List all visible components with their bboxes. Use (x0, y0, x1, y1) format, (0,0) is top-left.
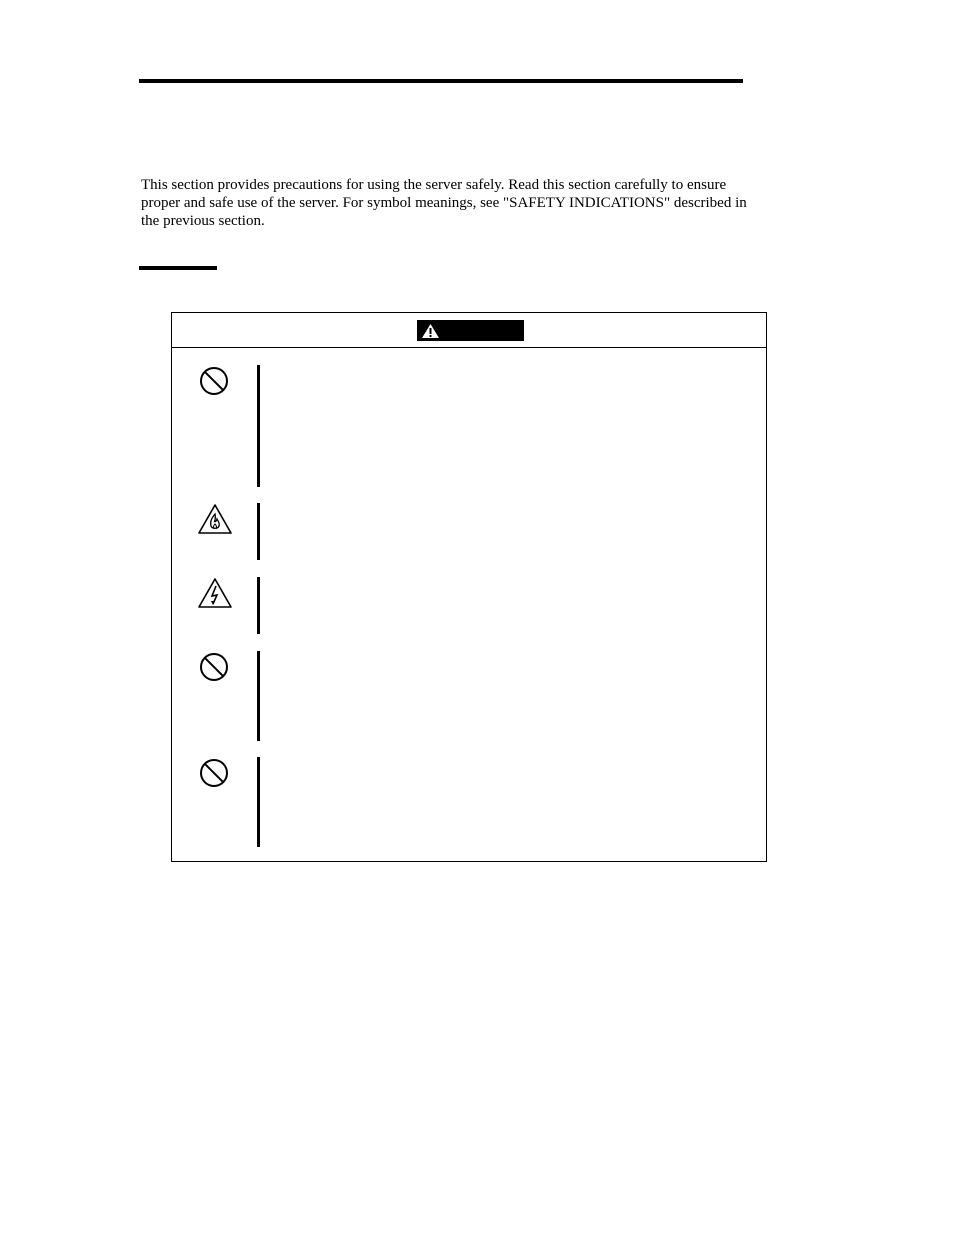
warning-header (172, 313, 766, 348)
prohibited-icon (197, 364, 231, 398)
item-bar (257, 577, 260, 634)
item-bar (257, 503, 260, 560)
intro-paragraph: This section provides precautions for using the server safely. Read this section carefully to ensure proper and safe use of the server. For symbol meanings, see "SAFETY INDICATIONS" described in the previous section. (141, 177, 747, 229)
section-rule (139, 266, 217, 270)
warning-box (171, 312, 767, 862)
electric-shock-icon (197, 576, 233, 610)
warning-triangle-icon (421, 323, 440, 339)
item-bar (257, 757, 260, 847)
fire-hazard-icon (197, 502, 233, 536)
prohibited-icon (197, 756, 231, 790)
item-bar (257, 651, 260, 741)
warning-banner (417, 320, 524, 341)
item-bar (257, 365, 260, 487)
prohibited-icon (197, 650, 231, 684)
top-rule (139, 79, 743, 83)
